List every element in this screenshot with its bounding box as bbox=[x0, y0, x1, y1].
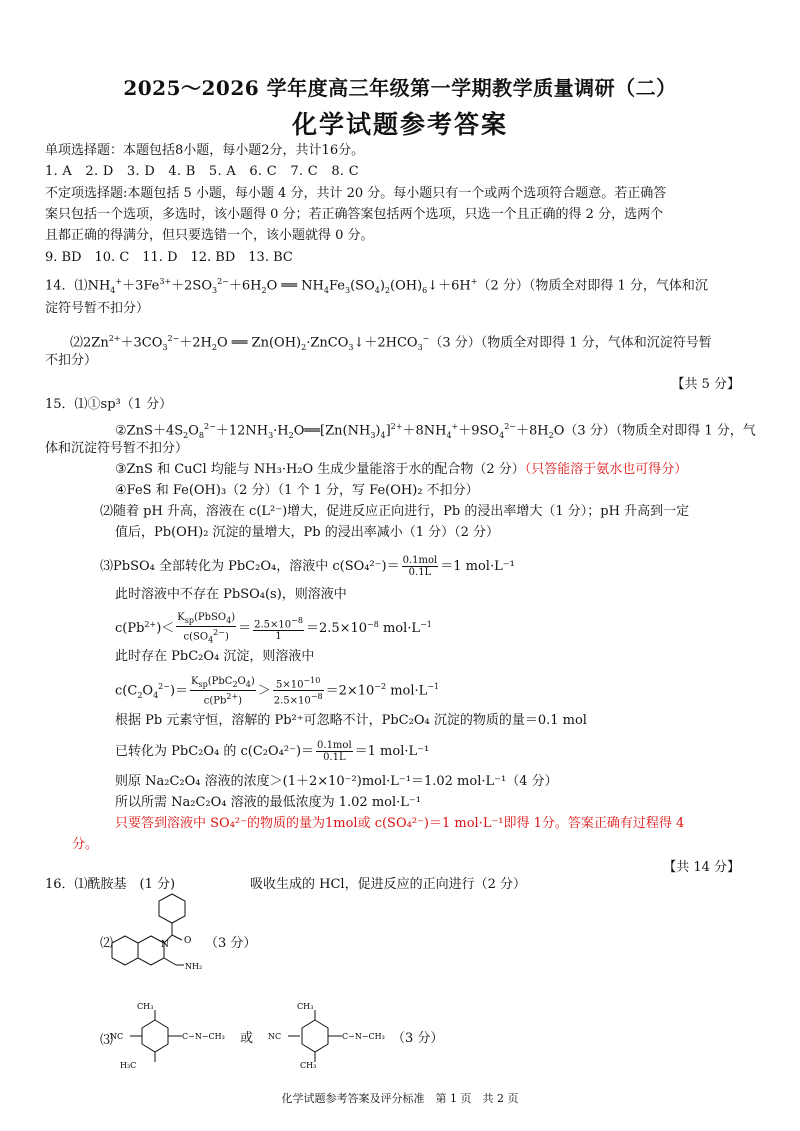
single-choice-intro: 单项选择题：本题包括8小题，每小题2分，共计16分。 bbox=[45, 143, 365, 158]
q16-part1: 16．⑴酰胺基 (1 分) bbox=[45, 877, 176, 892]
q16-part3-or: 或 bbox=[240, 1031, 254, 1046]
q15-part2b: 值后，Pb(OH)₂ 沉淀的量增大，Pb 的浸出率减小（1 分）（2 分） bbox=[115, 525, 500, 540]
q14-part2: $⑵2Zn^{2+}+3CO_3^{2-}+2H_2O$ ══ $Zn(OH)_2\cdot ZnCO_3↓+2HCO_3^-(3$ 分）（物质全对即得 1 分，气体和沉淀符号暂 bbox=[70, 334, 712, 352]
q16-part1-b: 吸收生成的 HCl，促进反应的正向进行（2 分） bbox=[250, 877, 526, 892]
page-footer: 化学试题参考答案及评分标准 第 1 页 共 2 页 bbox=[281, 1092, 519, 1105]
q16-structure-2 bbox=[110, 888, 220, 998]
q16-s2-oxygen-atom: O bbox=[184, 936, 192, 946]
q15-part3b: 此时溶液中不存在 PbSO₄(s)，则溶液中 bbox=[115, 587, 347, 602]
q16-s3b-methyl-bottom: CH₃ bbox=[300, 1061, 317, 1070]
q15-part3g: 已转化为 PbC₂O₄ 的 c(C₂O₄²⁻)＝ $\frac{\text{0.1mol}}{0.1L}$ ＝1 mol·L⁻¹ bbox=[115, 740, 430, 763]
q15-total: 【共 14 分】 bbox=[663, 860, 740, 875]
q15-part1a: 15．⑴①sp³（1 分） bbox=[45, 397, 173, 412]
q15-part3h: 则原 Na₂C₂O₄ 溶液的浓度＞(1＋2×10⁻²)mol·L⁻¹＝1.02 mol·L⁻¹（4 分） bbox=[115, 774, 558, 789]
q15-part2a: ⑵随着 pH 升高，溶液在 c(L²⁻)增大，促进反应正向进行，Pb 的浸出率增大（1 分）；pH 升高到一定 bbox=[100, 504, 690, 519]
q16-s2-nitrogen-atom: N bbox=[161, 940, 169, 950]
q14-part2-note: 不扣分） bbox=[45, 353, 98, 368]
q15-part3c: $c(Pb^{2+})<$ $\frac{K_{sp}(PbSO_4)}{c(SO_4^{2-})}$ ＝ $\frac{2.5\times 10^{-8}}{1}$ $=2.5\times 10^{-8}$ $mol\cdot L^{-1}$ bbox=[115, 612, 432, 645]
single-choice-answers: 1. A 2. D 3. D 4. B 5. A 6. C 7. C 8. C bbox=[45, 164, 360, 179]
q15-part1b-note: 体和沉淀符号暂不扣分） bbox=[45, 441, 189, 456]
q16-part2-label: ⑵ bbox=[100, 936, 114, 951]
multi-choice-intro-3: 且都正确的得满分，但只要选错一个，该小题就得 0 分。 bbox=[45, 228, 374, 243]
q15-part3e: $c(C_2O_4^{2-})=$ $\frac{K_{sp}(PbC_2O_4)}{c(Pb^{2+})}$ ＞ $\frac{5\times 10^{-10}}{2.5\times 10^{-8}}$ $=2\times 10^{-2}$ $mol\cdot L^{-1}$ bbox=[115, 675, 440, 707]
q16-part3-label: ⑶ bbox=[100, 1033, 114, 1048]
answer-title: 化学试题参考答案 bbox=[291, 110, 508, 139]
q16-part2-score: （3 分） bbox=[205, 936, 257, 951]
q15-red-note-1: 只要答到溶液中 SO₄²⁻的物质的量为1mol或 c(SO₄²⁻)＝1 mol·L⁻¹即得 1分。答案正确有过程得 4 bbox=[115, 816, 685, 831]
q15-part1c: ③ZnS 和 CuCl 均能与 NH₃·H₂O 生成少量能溶于水的配合物（2 分）（只答能溶于氨水也可得分） bbox=[115, 462, 688, 477]
q15-part1b: $②ZnS+4S_2O_8^{2-}+12NH_3\cdot H_2O══[Zn(NH_3)_4]^{2+}+8NH_4^++9SO_4^{2-}+8H_2O(3$ 分）（物质全对即得 1 分，气 bbox=[115, 422, 756, 440]
q16-part3-score: （3 分） bbox=[392, 1031, 444, 1046]
q15-part3d: 此时存在 PbC₂O₄ 沉淀，则溶液中 bbox=[115, 649, 315, 664]
q15-part3f: 根据 Pb 元素守恒，溶解的 Pb²⁺可忽略不计，PbC₂O₄ 沉淀的物质的量＝0.1 mol bbox=[115, 713, 587, 728]
q15-part3i: 所以所需 Na₂C₂O₄ 溶液的最低浓度为 1.02 mol·L⁻¹ bbox=[115, 795, 421, 810]
q16-s3a-methyl-bottom: H₃C bbox=[120, 1061, 137, 1070]
q16-s3a-amide-group: C−N−CH₃ bbox=[182, 1032, 225, 1041]
q16-s3b-amide-group: C−N−CH₃ bbox=[342, 1032, 385, 1041]
q14-part1-note: 淀符号暂不扣分） bbox=[45, 301, 150, 316]
multi-choice-intro-2: 案只包括一个选项，多选时，该小题得 0 分；若正确答案包括两个选项，只选一个且正确的得 2 分，选两个 bbox=[45, 207, 664, 222]
q15-red-note-2: 分。 bbox=[72, 837, 99, 852]
q16-s2-amine-group: NH₂ bbox=[185, 962, 203, 971]
q16-s3b-nitrile-group: NC bbox=[268, 1032, 282, 1041]
q16-structures-3 bbox=[110, 1000, 400, 1070]
multi-choice-intro-1: 不定项选择题:本题包括 5 小题，每小题 4 分，共计 20 分。每小题只有一个或两个选项符合题意。若正确答 bbox=[45, 186, 667, 201]
q15-part3a: ⑶PbSO₄ 全部转化为 PbC₂O₄，溶液中 c(SO₄²⁻)＝ $\frac{\text{0.1mol}}{0.1L}$ ＝1 mol·L⁻¹ bbox=[100, 555, 515, 578]
q16-s3b-methyl-top: CH₃ bbox=[297, 1002, 314, 1011]
exam-title: 2025～2026 学年度高三年级第一学期教学质量调研（二） bbox=[123, 76, 677, 100]
q16-s3a-methyl-top: CH₃ bbox=[137, 1002, 154, 1011]
q14-total: 【共 5 分】 bbox=[671, 377, 740, 392]
multi-choice-answers: 9. BD 10. C 11. D 12. BD 13. BC bbox=[45, 250, 293, 265]
q15-part1d: ④FeS 和 Fe(OH)₃（2 分）（1 个 1 分，写 Fe(OH)₂ 不扣分） bbox=[115, 483, 479, 498]
q14-part1: 14．$⑴NH_4^++3Fe^{3+}+2SO_3^{2-}+6H_2O$ ══ $NH_4Fe_3(SO_4)_2(OH)_6↓+6H^+(2$ 分）（物质全对即得 1 分，气体和沉 bbox=[45, 277, 708, 295]
q16-s3a-nitrile-group: NC bbox=[110, 1032, 124, 1041]
